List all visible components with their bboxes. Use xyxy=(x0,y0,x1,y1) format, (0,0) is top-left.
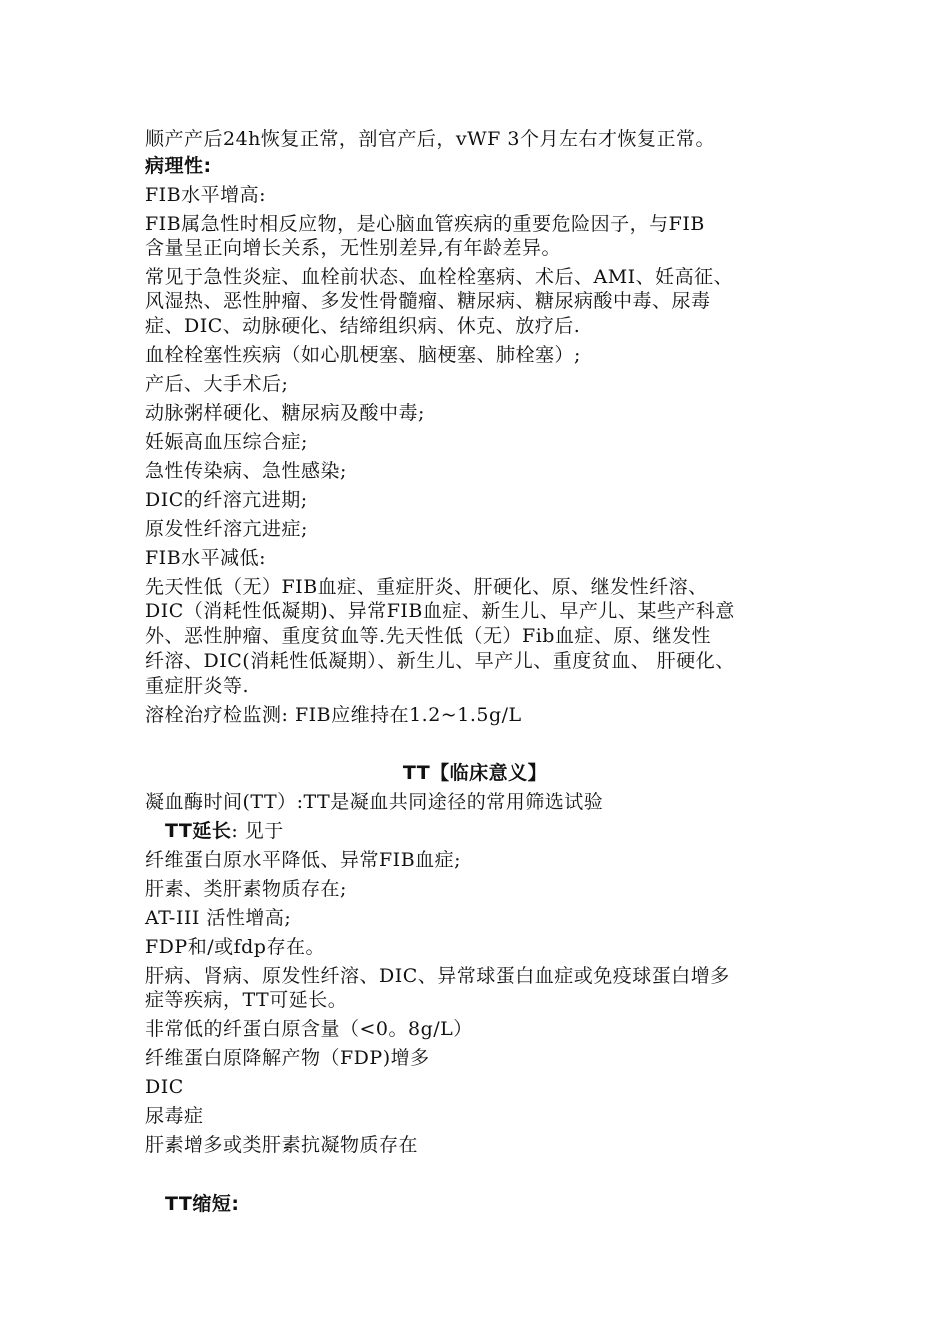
text-line: 尿毒症 xyxy=(145,1105,204,1127)
text-line: 先天性低（无）FIB血症、重症肝炎、肝硬化、原、继发性纤溶、 xyxy=(145,576,708,598)
text-line: 非常低的纤蛋白原含量（<0。8g/L） xyxy=(145,1018,473,1040)
text-line: 肝病、肾病、原发性纤溶、DIC、异常球蛋白血症或免疫球蛋白增多 xyxy=(145,965,730,987)
text-line: 溶栓治疗检监测: FIB应维持在1.2~1.5g/L xyxy=(145,704,522,726)
text-line: 外、恶性肿瘤、重度贫血等.先天性低（无）Fib血症、原、继发性 xyxy=(145,625,711,647)
text-line: DIC的纤溶亢进期; xyxy=(145,489,308,511)
text-line: FDP和/或fdp存在。 xyxy=(145,936,325,958)
tt-prolong-rest: : 见于 xyxy=(231,820,284,842)
text-line: 重症肝炎等. xyxy=(145,675,250,697)
text-line: 风湿热、恶性肿瘤、多发性骨髓瘤、糖尿病、糖尿病酸中毒、尿毒 xyxy=(145,290,711,312)
text-line: 动脉粥样硬化、糖尿病及酸中毒; xyxy=(145,402,425,424)
section-heading-tt-shorten: TT缩短: xyxy=(165,1193,240,1215)
text-line: 原发性纤溶亢进症; xyxy=(145,518,308,540)
text-line: 肝素增多或类肝素抗凝物质存在 xyxy=(145,1134,419,1156)
section-heading-tt: TT【临床意义】 xyxy=(402,762,548,784)
text-line: 凝血酶时间(TT）:TT是凝血共同途径的常用筛选试验 xyxy=(145,791,604,813)
text-line: 顺产产后24h恢复正常，剖官产后，vWF 3个月左右才恢复正常。 xyxy=(145,128,715,150)
text-line: DIC xyxy=(145,1076,184,1098)
text-line: 含量呈正向增长关系，无性别差异,有年龄差异。 xyxy=(145,237,562,259)
text-line: FIB属急性时相反应物，是心脑血管疾病的重要危险因子，与FIB xyxy=(145,213,705,235)
text-line: 纤溶、DIC(消耗性低凝期）、新生儿、早产儿、重度贫血、 肝硬化、 xyxy=(145,650,735,672)
text-line: 肝素、类肝素物质存在; xyxy=(145,878,347,900)
text-line: FIB水平减低: xyxy=(145,547,267,569)
text-line: FIB水平增高: xyxy=(145,184,267,206)
text-line: 纤维蛋白原降解产物（FDP)增多 xyxy=(145,1047,430,1069)
text-line: DIC（消耗性低凝期)、异常FIB血症、新生儿、早产儿、某些产科意 xyxy=(145,600,735,622)
text-line: 产后、大手术后; xyxy=(145,373,289,395)
text-line: 纤维蛋白原水平降低、异常FIB血症; xyxy=(145,849,462,871)
tt-prolong-line xyxy=(165,818,284,844)
text-line: 症等疾病，TT可延长。 xyxy=(145,989,348,1011)
text-line: 症、DIC、动脉硬化、结缔组织病、休克、放疗后. xyxy=(145,315,581,337)
text-line: AT-III 活性增高; xyxy=(145,907,292,929)
text-line: 常见于急性炎症、血栓前状态、血栓栓塞病、术后、AMI、妊高征、 xyxy=(145,266,734,288)
tt-prolong-label: TT延长 xyxy=(165,820,232,842)
section-heading-pathological: 病理性: xyxy=(145,155,212,177)
text-line: 急性传染病、急性感染; xyxy=(145,460,347,482)
text-line: 血栓栓塞性疾病（如心肌梗塞、脑梗塞、肺栓塞）; xyxy=(145,344,581,366)
text-line: 妊娠高血压综合症; xyxy=(145,431,308,453)
